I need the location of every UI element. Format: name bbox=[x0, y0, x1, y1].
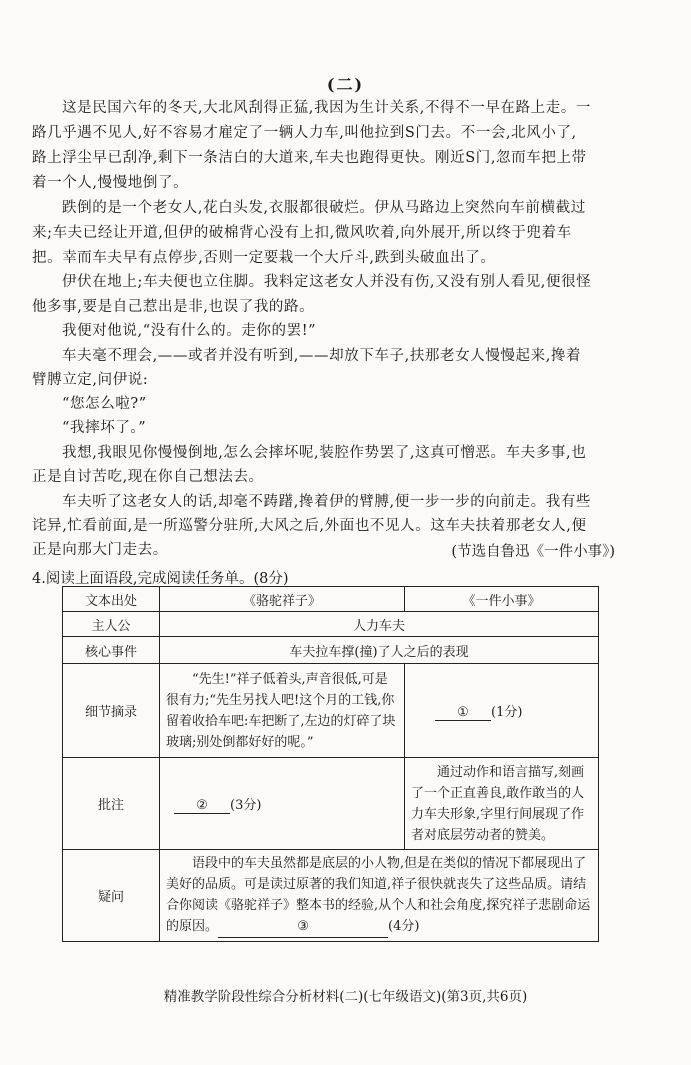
page-footer: 精准教学阶段性综合分析材料(二)(七年级语文)(第3页,共6页) bbox=[163, 989, 528, 1005]
answer-blank-3[interactable]: ③ bbox=[218, 916, 388, 938]
row-label: 细节摘录 bbox=[63, 664, 160, 758]
protagonist-value: 人力车夫 bbox=[160, 612, 599, 637]
passage-line: 路上浮尘早已刮净,剩下一条洁白的大道来,车夫也跑得更快。刚近S门,忽而车把上带 bbox=[32, 150, 587, 166]
passage-line: 我想,我眼见你慢慢倒地,怎么会摔坏呢,装腔作势罢了,这真可憎恶。车夫多事,也 bbox=[62, 445, 587, 461]
section-title: (二) bbox=[326, 75, 365, 94]
table-row-question bbox=[63, 850, 599, 942]
source-col1: 《骆驼祥子》 bbox=[160, 587, 405, 612]
row-label: 主人公 bbox=[63, 612, 160, 637]
answer-blank-1[interactable]: ① bbox=[435, 705, 491, 721]
table-row-event bbox=[63, 637, 599, 664]
passage-line: 着一个人,慢慢地倒了。 bbox=[32, 175, 189, 191]
question-4: 4.阅读上面语段,完成阅读任务单。(8分) bbox=[32, 571, 289, 587]
passage-line: “我摔坏了。” bbox=[62, 420, 147, 436]
score-label: (1分) bbox=[491, 704, 523, 720]
detail-col1: “先生!”祥子低着头,声音很低,可是很有力;“先生另找人吧!这个月的工钱,你留着收拾车吧:车把断了,左边的灯碎了块玻璃;别处倒都好好的呢。” bbox=[160, 664, 405, 758]
passage-line: 来;车夫已经让开道,但伊的破棉背心没有上扣,微风吹着,向外展开,所以终于兜着车 bbox=[32, 225, 572, 241]
source-note: (节选自鲁迅《一件小事》) bbox=[451, 544, 615, 560]
passage-line: 路几乎遇不见人,好不容易才雇定了一辆人力车,叫他拉到S门去。不一会,北风小了, bbox=[32, 125, 577, 141]
detail-col2 bbox=[405, 664, 599, 758]
question-text-cell bbox=[160, 850, 599, 942]
reading-task-table bbox=[62, 586, 599, 942]
passage-line: 正是自讨苦吃,现在你自己想法去。 bbox=[32, 469, 264, 485]
passage-line: 正是向那大门走去。 bbox=[32, 542, 168, 558]
comment-col2: 通过动作和语言描写,刻画了一个正直善良,敢作敢当的人力车夫形象,字里行间展现了作者对底层劳动者的赞美。 bbox=[405, 758, 599, 850]
passage-line: 他多事,要是自己惹出是非,也误了我的路。 bbox=[32, 299, 315, 315]
question-text: 语段中的车夫虽然都是底层的小人物,但是在类似的情况下都展现出了美好的品质。可是读过原著的我们知道,祥子很快就丧失了这些品质。请结合你阅读《骆驼祥子》整本书的经验,从个人和社会角度,探究祥子悲剧命运的原因。 bbox=[166, 856, 591, 934]
comment-col1 bbox=[160, 758, 405, 850]
table-row-comment bbox=[63, 758, 599, 850]
passage-line: 把。幸而车夫早有点停步,否则一定要栽一个大斤斗,跌到头破血出了。 bbox=[32, 250, 496, 266]
passage-line: 我便对他说,“没有什么的。走你的罢!” bbox=[62, 323, 317, 339]
answer-blank-2[interactable]: ② bbox=[174, 798, 230, 814]
passage-line: 这是民国六年的冬天,大北风刮得正猛,我因为生计关系,不得不一早在路上走。一 bbox=[62, 100, 592, 116]
passage-line: 臂膊立定,问伊说: bbox=[32, 372, 149, 388]
row-label: 文本出处 bbox=[63, 587, 160, 612]
passage-line: 跌倒的是一个老女人,花白头发,衣服都很破烂。伊从马路边上突然向车前横截过 bbox=[62, 200, 586, 216]
passage-line: 诧异,忙看前面,是一所巡警分驻所,大风之后,外面也不见人。这车夫扶着那老女人,便 bbox=[32, 518, 587, 534]
event-value: 车夫拉车撑(撞)了人之后的表现 bbox=[160, 637, 599, 664]
table-row-source bbox=[63, 587, 599, 612]
source-col2: 《一件小事》 bbox=[405, 587, 599, 612]
passage-line: 伊伏在地上;车夫便也立住脚。我料定这老女人并没有伤,又没有别人看见,便很怪 bbox=[62, 274, 592, 290]
row-label: 核心事件 bbox=[63, 637, 160, 664]
score-label: (3分) bbox=[230, 797, 262, 813]
passage-line: “您怎么啦?” bbox=[62, 396, 147, 412]
table-row-protagonist bbox=[63, 612, 599, 637]
row-label: 疑问 bbox=[63, 850, 160, 942]
row-label: 批注 bbox=[63, 758, 160, 850]
table-row-detail bbox=[63, 664, 599, 758]
passage-line: 车夫毫不理会,——或者并没有听到,——却放下车子,扶那老女人慢慢起来,搀着 bbox=[62, 348, 582, 364]
score-label: (4分) bbox=[388, 919, 420, 934]
passage-line: 车夫听了这老女人的话,却毫不踌躇,搀着伊的臂膊,便一步一步的向前走。我有些 bbox=[62, 494, 592, 510]
